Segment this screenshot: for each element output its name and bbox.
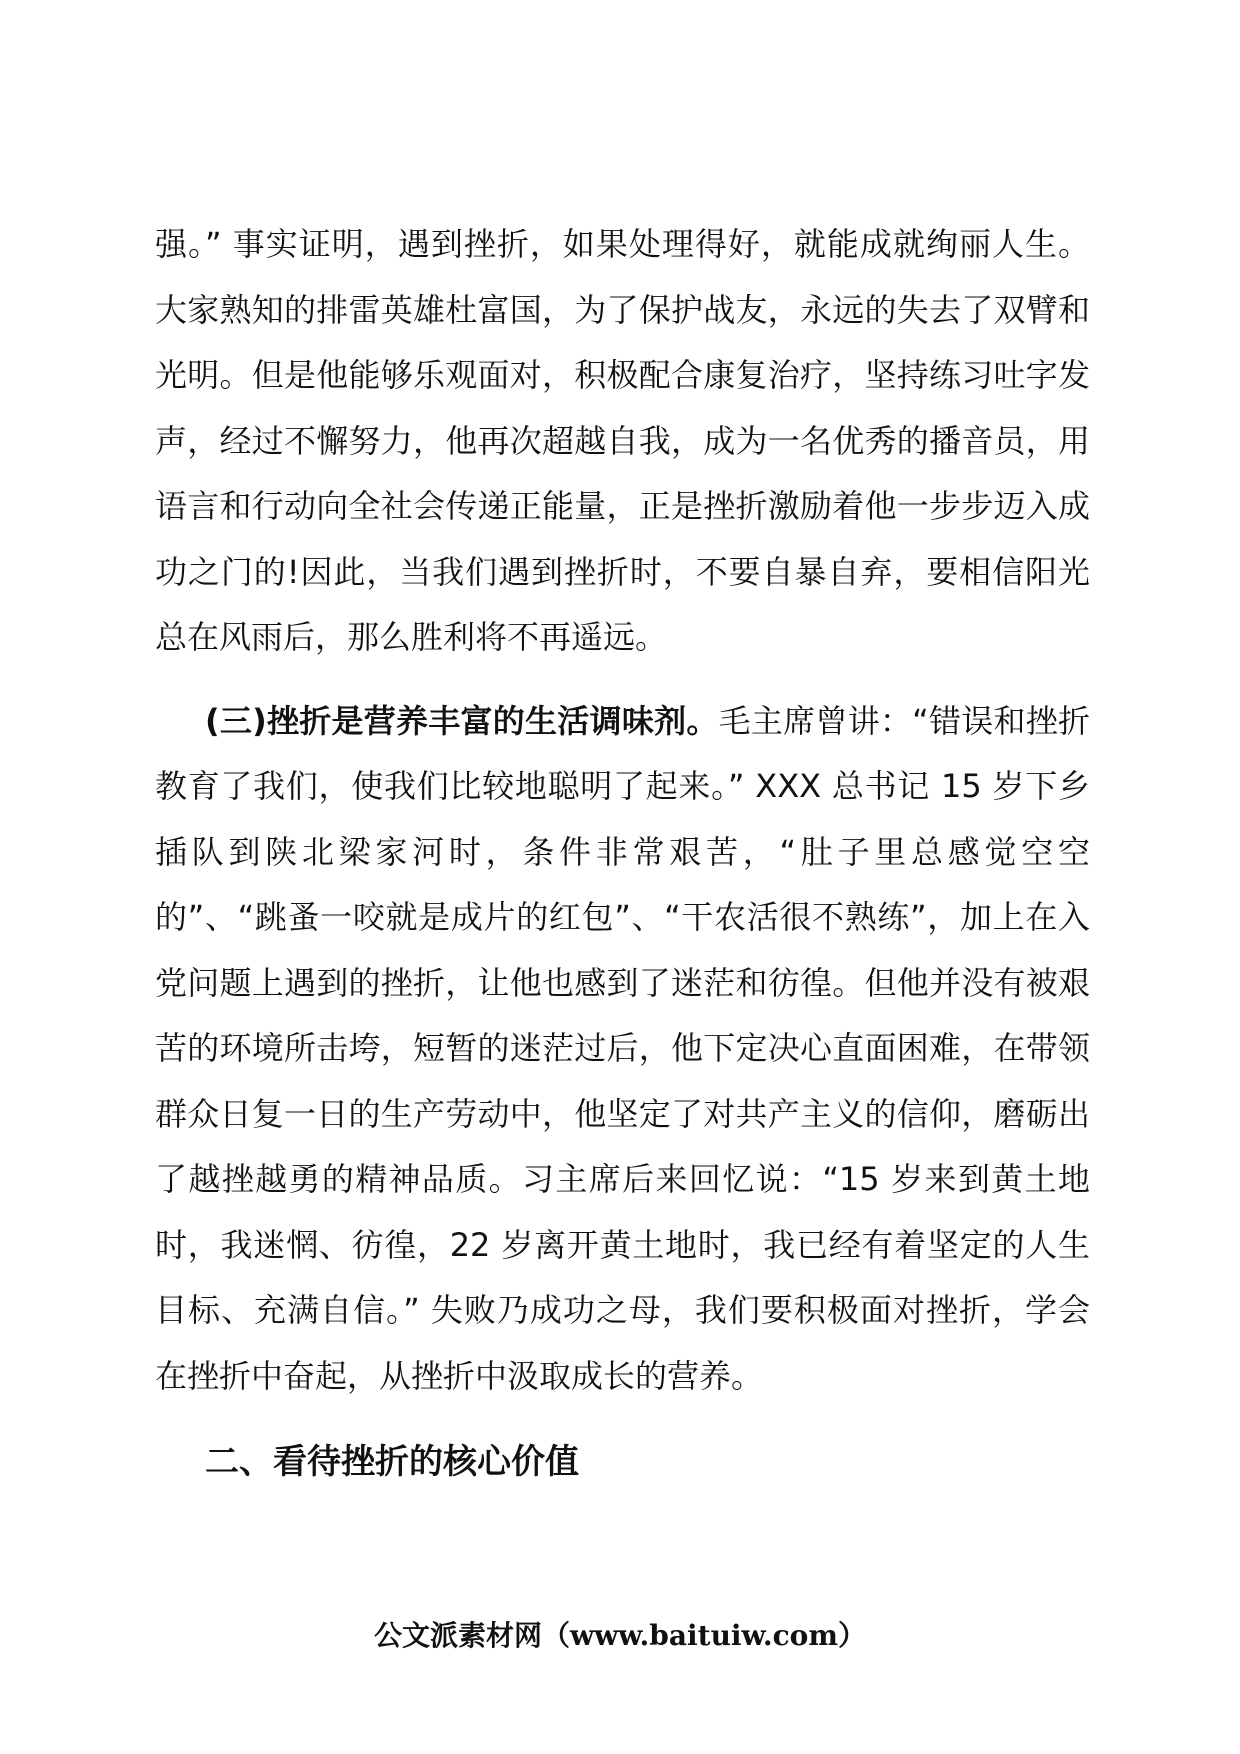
paragraph-seasoning xyxy=(155,689,1090,1410)
document-body xyxy=(155,212,1090,1495)
section-heading: 二、看待挫折的核心价值 xyxy=(205,1442,579,1482)
paragraph-seasoning-body: 毛主席曾讲：“错误和挫折教育了我们，使我们比较地聪明了起来。” XXX 总书记 15 岁下乡插队到陕北梁家河时，条件非常艰苦，“肚子里总感觉空空的”、“跳蚤一咬就是成片的红包”、“干农活很不熟练”，加上在入党问题上遇到的挫折，让他也感到了迷茫和彷徨。但他并没有被艰苦的环境所击垮，短暂的迷茫过后，他下定决心直面困难，在带领群众日复一日的生产劳动中，他坚定了对共产主义的信仰，磨砺出了越挫越勇的精神品质。习主席后来回忆说：“15 岁来到黄土地时，我迷惘、彷徨，22 岁离开黄土地时，我已经有着坚定的人生目标、充满自信。” 失败乃成功之母，我们要积极面对挫折，学会在挫折中奋起，从挫折中汲取成长的营养。 xyxy=(155,701,1090,1395)
paragraph-subheading: (三)挫折是营养丰富的生活调味剂。 xyxy=(205,701,719,740)
paragraph-resilience: 强。” 事实证明，遇到挫折，如果处理得好，就能成就绚丽人生。大家熟知的排雷英雄杜富国，为了保护战友，永远的失去了双臂和光明。但是他能够乐观面对，积极配合康复治疗，坚持练习吐字发声，经过不懈努力，他再次超越自我，成为一名优秀的播音员，用语言和行动向全社会传递正能量，正是挫折激励着他一步步迈入成功之门的!因此，当我们遇到挫折时，不要自暴自弃，要相信阳光总在风雨后，那么胜利将不再遥远。 xyxy=(155,225,1090,656)
footer-watermark: 公文派素材网（www.baituiw.com） xyxy=(374,1619,866,1652)
